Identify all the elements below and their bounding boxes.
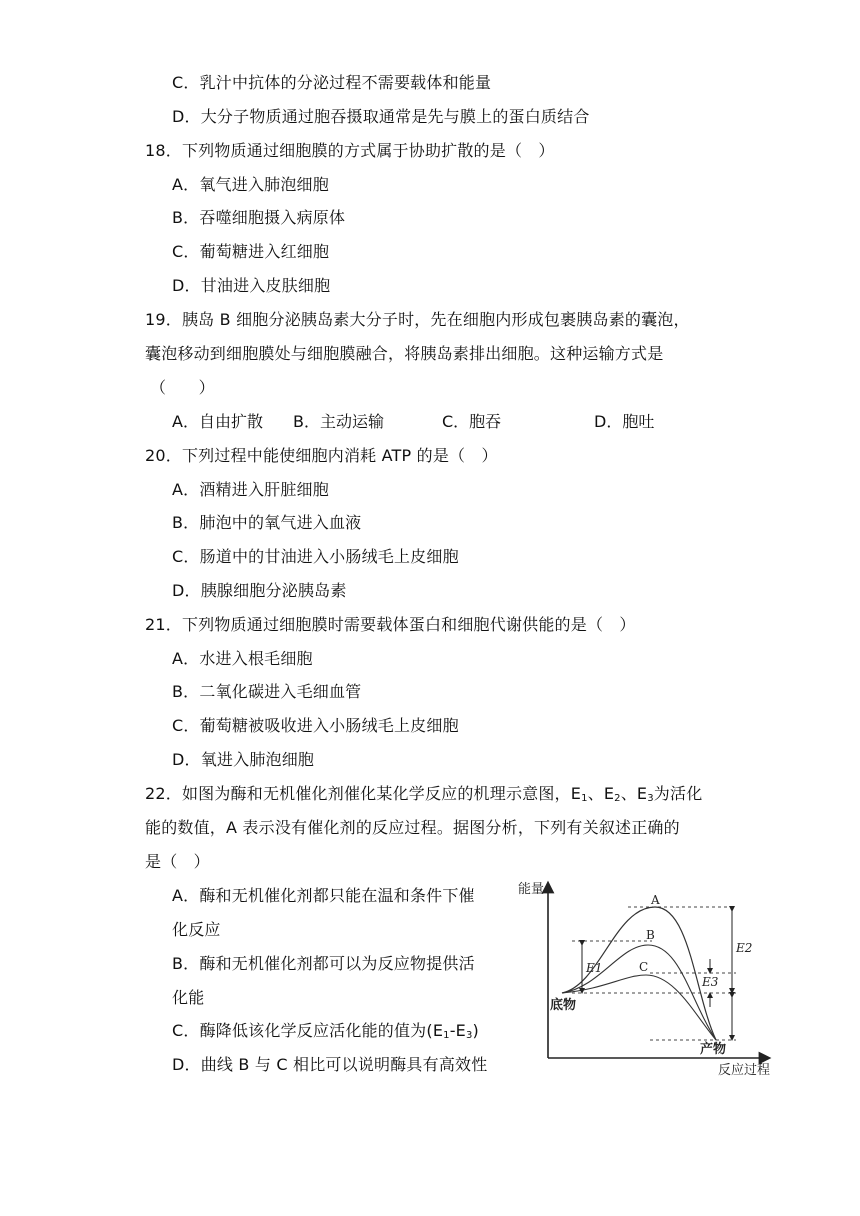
q22-stem-line2: 能的数值，A 表示没有催化剂的反应过程。据图分析，下列有关叙述正确的 (145, 818, 680, 837)
q21-option-a: A．水进入根毛细胞 (172, 649, 313, 668)
q22-option-d: D．曲线 B 与 C 相比可以说明酶具有高效性 (172, 1055, 488, 1074)
q22-option-b-line1: B．酶和无机催化剂都可以为反应物提供活 (172, 954, 475, 973)
q19-option-d: D．胞吐 (594, 412, 655, 431)
q21-option-b: B．二氧化碳进入毛细血管 (172, 682, 362, 701)
q22-option-a-line2: 化反应 (172, 920, 221, 939)
curve-c-label: C (639, 960, 649, 974)
q20-option-d: D．胰腺细胞分泌胰岛素 (172, 581, 347, 600)
q19-stem-line3: （ ） (150, 378, 215, 397)
y-axis-label: 能量 (518, 882, 545, 897)
product-label: 产物 (700, 1042, 727, 1057)
x-axis-label: 反应过程 (718, 1063, 771, 1078)
q17-option-d: D．大分子物质通过胞吞摄取通常是先与膜上的蛋白质结合 (172, 107, 590, 126)
q21-stem: 21．下列物质通过细胞膜时需要载体蛋白和细胞代谢供能的是（ ） (145, 615, 636, 634)
q19-option-a: A．自由扩散 (172, 412, 263, 431)
q20-stem: 20．下列过程中能使细胞内消耗 ATP 的是（ ） (145, 446, 498, 465)
q19-stem-line2: 囊泡移动到细胞膜处与细胞膜融合，将胰岛素排出细胞。这种运输方式是 (145, 344, 664, 363)
q18-option-c: C．葡萄糖进入红细胞 (172, 242, 330, 261)
q22-option-c: C．酶降低该化学反应活化能的值为$(E_1-E_3)$ (172, 1021, 479, 1041)
q18-option-a: A．氧气进入肺泡细胞 (172, 175, 329, 194)
q22-stem-line3: 是（ ） (145, 852, 210, 871)
q19-stem-line1: 19．胰岛 B 细胞分泌胰岛素大分子时，先在细胞内形成包裹胰岛素的囊泡， (145, 310, 690, 329)
q18-option-d: D．甘油进入皮肤细胞 (172, 276, 331, 295)
q18-option-b: B．吞噬细胞摄入病原体 (172, 208, 346, 227)
curve-a-label: A (651, 893, 660, 907)
q19-option-b: B．主动运输 (293, 412, 384, 431)
q17-option-c: C．乳汁中抗体的分泌过程不需要载体和能量 (172, 73, 492, 92)
q21-option-d: D．氧进入肺泡细胞 (172, 750, 315, 769)
q22-stem-line1: 22．如图为酶和无机催化剂催化某化学反应的机理示意图，$E_1$、$E_2$、$E_3$为活化 (145, 784, 703, 804)
q19-option-c: C．胞吞 (442, 412, 502, 431)
q18-stem: 18．下列物质通过细胞膜的方式属于协助扩散的是（ ） (145, 141, 555, 160)
q22-option-b-line2: 化能 (172, 988, 205, 1007)
q20-option-c: C．肠道中的甘油进入小肠绒毛上皮细胞 (172, 547, 459, 566)
energy-diagram (510, 875, 800, 1085)
q20-option-b: B．肺泡中的氧气进入血液 (172, 513, 362, 532)
e2-label: E2 (736, 941, 753, 955)
curve-b-label: B (646, 928, 655, 942)
e3-label: E3 (702, 975, 719, 989)
q22-option-a-line1: A．酶和无机催化剂都只能在温和条件下催 (172, 886, 475, 905)
q21-option-c: C．葡萄糖被吸收进入小肠绒毛上皮细胞 (172, 716, 459, 735)
reactant-label: 底物 (550, 998, 577, 1013)
q20-option-a: A．酒精进入肝脏细胞 (172, 480, 329, 499)
e1-label: E1 (586, 961, 603, 975)
